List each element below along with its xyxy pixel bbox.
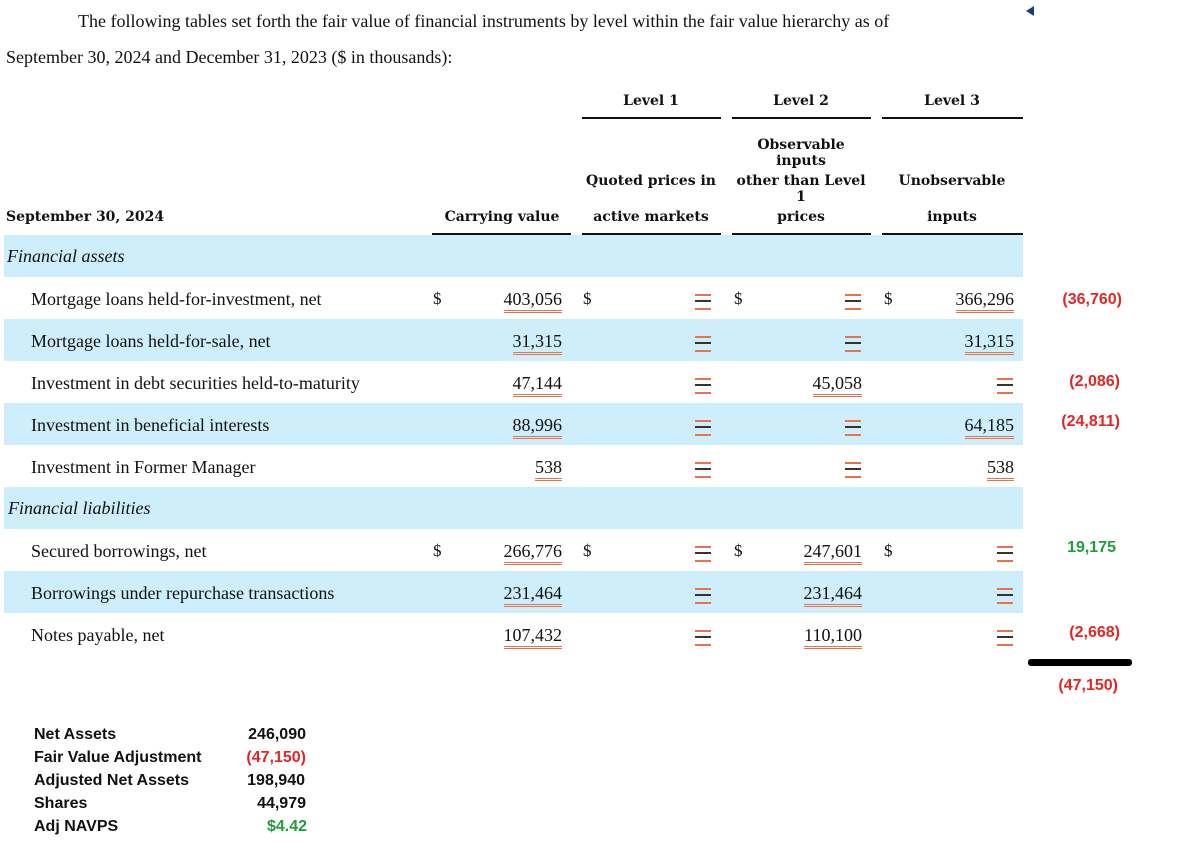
level3-top-rule: [882, 117, 1023, 119]
carrying-value-cell: 88,996: [470, 415, 562, 436]
carrying-value-cell: 231,464: [470, 583, 562, 604]
level3-header: Level 3: [924, 93, 980, 109]
adjustment-value: (36,760): [1062, 291, 1122, 308]
level2-cell: 45,058: [770, 373, 862, 394]
row-label: Investment in beneficial interests: [31, 415, 270, 435]
level2-subheader-3: prices: [777, 209, 825, 225]
dash-cell: [845, 336, 861, 352]
level3-cell: 366,296: [920, 289, 1014, 310]
summary-value-adj-navps: $4.42: [266, 818, 307, 835]
dash-cell: [695, 546, 711, 562]
level1-subheader-2: active markets: [593, 209, 709, 225]
level3-subheader-1: Unobservable: [898, 173, 1006, 189]
currency-symbol: $: [884, 541, 893, 560]
adjustment-value: 19,175: [1067, 539, 1116, 556]
dash-cell: [695, 336, 711, 352]
dash-cell: [695, 588, 711, 604]
carrying-value-cell: 107,432: [470, 625, 562, 646]
level2-subheader-2: other than Level 1: [736, 173, 866, 205]
summary-label-shares: Shares: [34, 795, 88, 812]
section-band-liabilities: [4, 487, 1023, 529]
summary-value-adjusted-net-assets: 198,940: [247, 772, 305, 789]
level2-subheader-1: Observable inputs: [757, 137, 845, 169]
level2-header: Level 2: [773, 93, 829, 109]
dash-cell: [845, 462, 861, 478]
summary-label-adj-navps: Adj NAVPS: [34, 818, 119, 835]
level3-cell: 31,315: [920, 331, 1014, 352]
carrying-value-cell: 538: [470, 457, 562, 478]
currency-symbol: $: [433, 289, 442, 308]
currency-symbol: $: [734, 289, 743, 308]
carrying-value-cell: 403,056: [470, 289, 562, 310]
row-label: Investment in debt securities held-to-maturity: [31, 373, 360, 393]
adjustment-value: (24,811): [1061, 413, 1120, 430]
level1-subheader-1: Quoted prices in: [586, 173, 716, 189]
currency-symbol: $: [583, 289, 592, 308]
total-adjustment: (47,150): [1058, 677, 1118, 694]
period-header: September 30, 2024: [6, 209, 165, 225]
level3-cell: 538: [920, 457, 1014, 478]
carrying-value-cell: 31,315: [470, 331, 562, 352]
row-label: Investment in Former Manager: [31, 457, 256, 477]
row-label: Secured borrowings, net: [31, 541, 207, 561]
level1-top-rule: [582, 117, 721, 119]
section-financial-liabilities: Financial liabilities: [8, 498, 151, 518]
intro-line-2: September 30, 2024 and December 31, 2023 ($ in thousands):: [6, 47, 453, 67]
summary-label-adjusted-net-assets: Adjusted Net Assets: [34, 772, 189, 789]
total-rule: [1028, 659, 1132, 666]
row-label: Mortgage loans held-for-sale, net: [31, 331, 271, 351]
collapse-arrow-icon[interactable]: [1026, 6, 1034, 16]
currency-symbol: $: [433, 541, 442, 560]
dash-cell: [695, 294, 711, 310]
dash-cell: [845, 420, 861, 436]
level2-cell: 247,601: [770, 541, 862, 562]
row-label: Mortgage loans held-for-investment, net: [31, 289, 322, 309]
row-label: Notes payable, net: [31, 625, 165, 645]
currency-symbol: $: [583, 541, 592, 560]
dash-cell: [695, 630, 711, 646]
carrying-value-header: Carrying value: [444, 209, 560, 225]
dash-cell: [695, 378, 711, 394]
summary-value-shares: 44,979: [257, 795, 306, 812]
level2-top-rule: [732, 117, 871, 119]
dash-cell: [845, 294, 861, 310]
level3-cell: 64,185: [920, 415, 1014, 436]
level2-cell: 110,100: [770, 625, 862, 646]
summary-value-fair-value-adjustment: (47,150): [246, 749, 306, 766]
level3-subheader-2: inputs: [927, 209, 977, 225]
dash-cell: [695, 420, 711, 436]
carrying-value-cell: 266,776: [470, 541, 562, 562]
dash-cell: [695, 462, 711, 478]
row-label: Borrowings under repurchase transactions: [31, 583, 335, 603]
currency-symbol: $: [734, 541, 743, 560]
intro-line-1: The following tables set forth the fair value of financial instruments by level within the fair value hierarchy as of: [78, 11, 890, 31]
summary-label-net-assets: Net Assets: [34, 726, 117, 743]
adjustment-value: (2,668): [1069, 624, 1120, 641]
section-band-assets: [4, 235, 1023, 277]
section-financial-assets: Financial assets: [7, 246, 125, 266]
dash-cell: [997, 588, 1013, 604]
currency-symbol: $: [884, 289, 893, 308]
summary-value-net-assets: 246,090: [248, 726, 306, 743]
adjustment-value: (2,086): [1069, 373, 1120, 390]
level2-cell: 231,464: [770, 583, 862, 604]
level1-header: Level 1: [623, 93, 679, 109]
carrying-value-cell: 47,144: [470, 373, 562, 394]
summary-label-fair-value-adjustment: Fair Value Adjustment: [34, 749, 202, 766]
